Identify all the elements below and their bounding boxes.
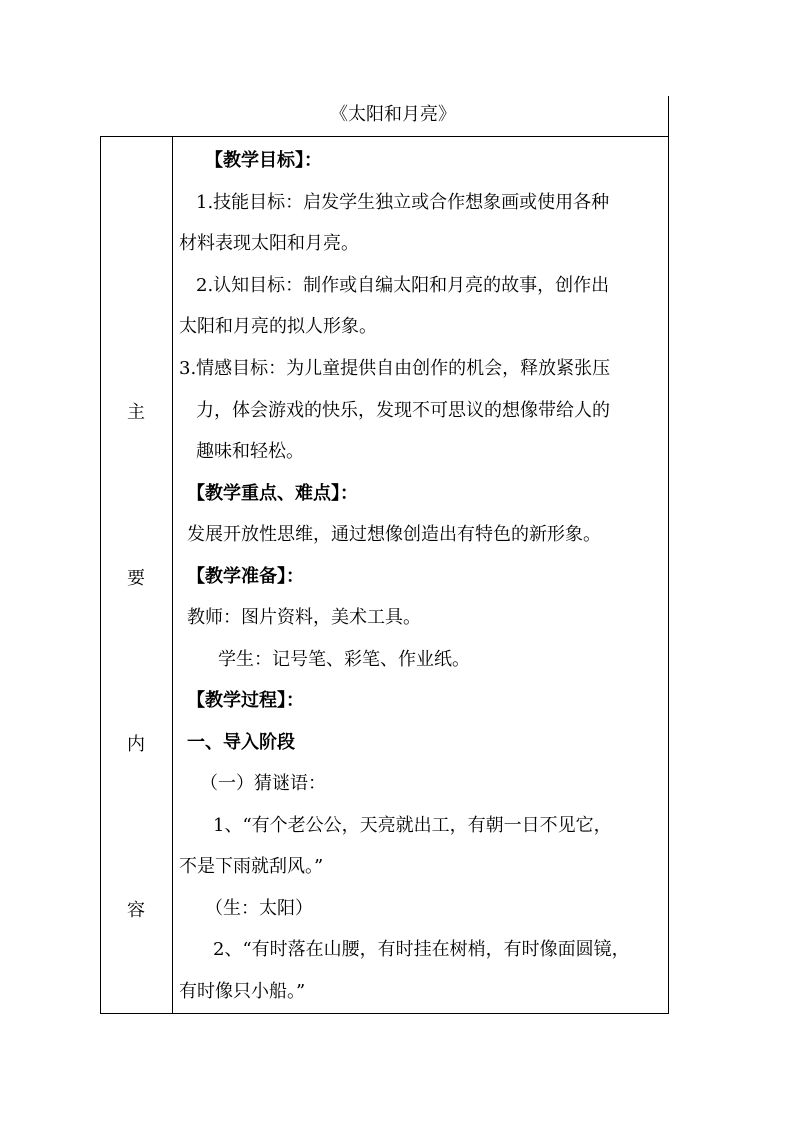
- preparation-student: 学生：记号笔、彩笔、作业纸。: [218, 649, 470, 670]
- side-label-char-1: 主: [127, 402, 145, 423]
- table-right-border: [668, 136, 669, 1014]
- column-divider: [172, 136, 173, 1014]
- goal-3-line-1: 3.情感目标：为儿童提供自由创作的机会，释放紧张压: [179, 358, 611, 379]
- goal-1-line-1: 1.技能目标：启发学生独立或合作想象画或使用各种: [196, 192, 610, 213]
- top-right-rule: [668, 96, 669, 136]
- table-bottom-border: [100, 1013, 669, 1014]
- goal-2-line-1: 2.认知目标：制作或自编太阳和月亮的故事，创作出: [196, 275, 610, 296]
- process-heading: 【教学过程】：: [187, 690, 304, 711]
- key-points-text: 发展开放性思维，通过想像创造出有特色的新形象。: [187, 524, 601, 545]
- riddle-2-line-1: 2、“有时落在山腰，有时挂在树梢，有时像面圆镜，: [213, 939, 630, 960]
- goal-3-line-3: 趣味和轻松。: [196, 441, 304, 462]
- preparation-teacher: 教师：图片资料，美术工具。: [187, 607, 421, 628]
- riddle-2-line-2: 有时像只小船。”: [179, 981, 306, 1002]
- preparation-heading: 【教学准备】：: [187, 566, 304, 587]
- goal-3-line-2: 力，体会游戏的快乐，发现不可思议的想像带给人的: [196, 400, 610, 421]
- stage-1-heading: 一、导入阶段: [187, 732, 295, 753]
- riddle-1-line-1: 1、“有个老公公，天亮就出工，有朝一日不见它，: [213, 815, 612, 836]
- riddle-1-line-2: 不是下雨就刮风。”: [179, 856, 324, 877]
- riddle-1-answer: （生：太阳）: [205, 898, 313, 919]
- goal-2-line-2: 太阳和月亮的拟人形象。: [179, 316, 377, 337]
- riddle-heading: （一）猜谜语：: [200, 773, 326, 794]
- header-bottom-rule: [100, 136, 669, 137]
- goal-1-line-2: 材料表现太阳和月亮。: [179, 233, 359, 254]
- key-points-heading: 【教学重点、难点】：: [187, 483, 358, 504]
- document-title: 《太阳和月亮》: [330, 104, 456, 125]
- side-label-char-3: 内: [127, 734, 145, 755]
- teaching-goal-heading: 【教学目标】：: [205, 150, 322, 171]
- side-label-char-2: 要: [127, 568, 145, 589]
- side-label-char-4: 容: [127, 900, 145, 921]
